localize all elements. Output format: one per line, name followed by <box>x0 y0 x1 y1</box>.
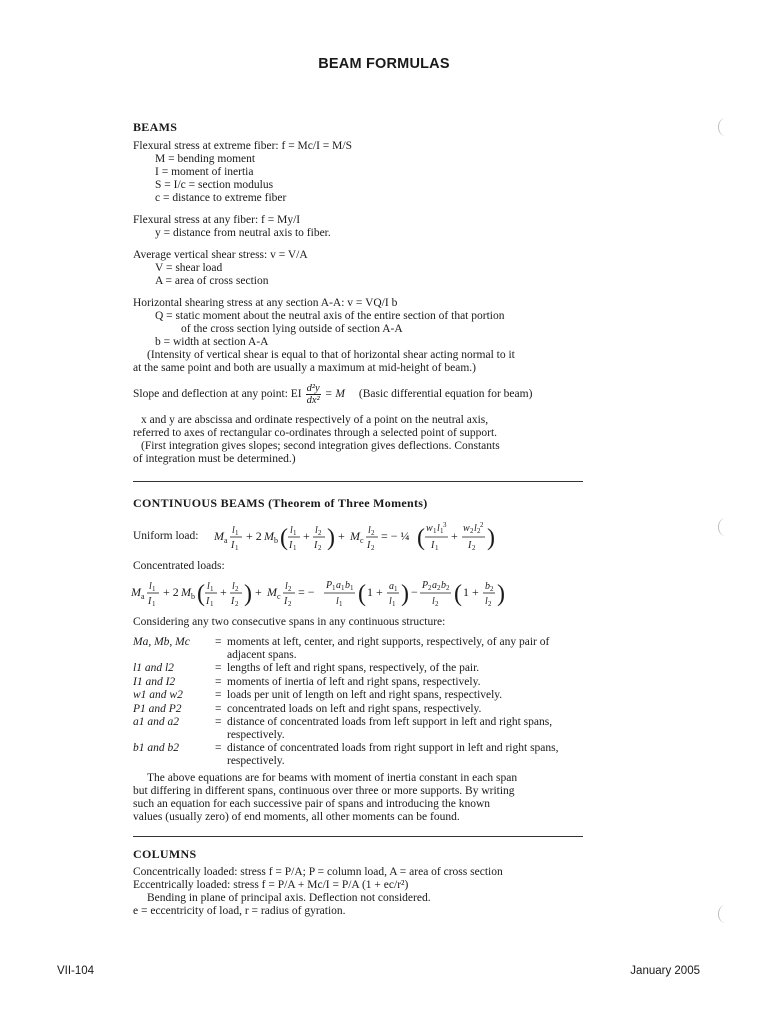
svg-text:2: 2 <box>477 527 481 535</box>
concentrated-loads-label: Concentrated loads: <box>133 560 225 572</box>
svg-text:b: b <box>191 592 195 601</box>
svg-text:1 +: 1 + <box>463 585 479 599</box>
svg-text:I: I <box>314 540 318 551</box>
svg-text:l: l <box>437 523 440 534</box>
svg-text:2: 2 <box>488 600 492 608</box>
svg-text:1: 1 <box>332 584 336 592</box>
svg-text:2: 2 <box>371 529 375 537</box>
svg-text:M: M <box>264 529 274 543</box>
paragraph-line: referred to axes of rectangular co-ordinates through a selected point of support. <box>133 427 498 439</box>
symbol: l1 and l2 <box>133 662 174 674</box>
page-date: January 2005 <box>630 965 700 977</box>
horizontal-shear-formula: Horizontal shearing stress at any section A-A: v = VQ/I b <box>133 297 398 309</box>
symbol-definition: moments at left, center, and right supports, respectively, of any pair of adjacent spans. <box>227 636 550 661</box>
svg-text:l: l <box>232 525 235 536</box>
continuous-beams-section <box>133 497 593 510</box>
svg-text:a: a <box>141 592 145 601</box>
svg-text:2: 2 <box>428 584 432 592</box>
svg-text:I: I <box>231 540 235 551</box>
svg-text:1: 1 <box>394 585 398 593</box>
svg-text:a: a <box>389 581 394 592</box>
svg-text:1: 1 <box>210 600 214 608</box>
scan-mark <box>718 905 733 923</box>
svg-text:M: M <box>214 529 224 543</box>
svg-text:2: 2 <box>470 527 474 535</box>
definition-line: M = bending moment <box>155 153 256 165</box>
paragraph-line: The above equations are for beams with moment of inertia constant in each span <box>147 772 518 784</box>
shear-average-formula: Average vertical shear stress: v = V/A <box>133 249 308 261</box>
uniform-load-equation <box>214 515 534 555</box>
svg-text:l: l <box>368 525 371 536</box>
beams-heading: BEAMS <box>133 120 178 134</box>
paragraph-line: x and y are abscissa and ordinate respectively of a point on the neutral axis, <box>141 414 489 426</box>
svg-text:w: w <box>463 523 470 534</box>
svg-text:(: ( <box>358 581 366 607</box>
svg-text:2: 2 <box>446 584 450 592</box>
numerator: d²y <box>306 383 320 394</box>
svg-text:M: M <box>131 585 141 599</box>
svg-text:a: a <box>432 580 437 591</box>
definition-line: Q = static moment about the neutral axis of the entire section of that portion <box>155 310 505 322</box>
svg-text:l: l <box>336 596 339 607</box>
svg-text:l: l <box>207 581 210 592</box>
svg-text:1: 1 <box>210 585 214 593</box>
column-formula-line: Eccentrically loaded: stress f = P/A + Mc/I = P/A (1 + ec/r²) <box>133 879 409 891</box>
symbol: I1 and I2 <box>133 675 176 688</box>
svg-text:(: ( <box>280 525 288 551</box>
considering-text: Considering any two consecutive spans in any continuous structure: <box>133 616 446 628</box>
svg-text:2: 2 <box>288 600 292 608</box>
uniform-load-label: Uniform load: <box>133 530 199 542</box>
svg-text:b: b <box>274 536 278 545</box>
symbol: w1 and w2 <box>133 689 183 701</box>
svg-text:): ) <box>487 525 495 551</box>
svg-text:b: b <box>345 580 350 591</box>
svg-text:1 +: 1 + <box>367 585 383 599</box>
svg-text:l: l <box>474 523 477 534</box>
svg-text:1: 1 <box>433 527 437 535</box>
svg-text:2: 2 <box>435 600 439 608</box>
svg-text:2: 2 <box>480 521 484 529</box>
svg-text:+: + <box>220 585 227 599</box>
svg-text:+: + <box>303 529 310 543</box>
continuous-beams-heading: CONTINUOUS BEAMS (Theorem of Three Moments) <box>133 496 428 510</box>
svg-text:= −: = − <box>298 585 315 599</box>
svg-text:(: ( <box>417 525 425 551</box>
svg-text:+ 2: + 2 <box>163 585 179 599</box>
scan-mark <box>718 518 733 536</box>
page-title: BEAM FORMULAS <box>318 56 450 72</box>
definition-line: V = shear load <box>155 262 223 274</box>
svg-text:): ) <box>497 581 505 607</box>
symbol-definition: distance of concentrated loads from right support in left and right spans, respectively. <box>227 742 559 767</box>
svg-text:l: l <box>432 596 435 607</box>
svg-text:M: M <box>267 585 277 599</box>
svg-text:I: I <box>289 540 293 551</box>
svg-text:): ) <box>244 581 252 607</box>
fraction <box>306 383 321 406</box>
section-divider <box>133 836 583 837</box>
definition-line: I = moment of inertia <box>155 166 254 178</box>
note-line: (Intensity of vertical shear is equal to that of horizontal shear acting normal to it <box>147 349 515 361</box>
svg-text:= − ¼: = − ¼ <box>381 529 410 543</box>
definition-line: c = distance to extreme fiber <box>155 192 287 204</box>
flexural-any-formula: Flexural stress at any fiber: f = My/I <box>133 214 301 226</box>
page-number: VII-104 <box>57 965 95 977</box>
svg-text:l: l <box>315 525 318 536</box>
svg-text:2: 2 <box>318 529 322 537</box>
svg-text:+: + <box>255 585 262 599</box>
symbol: P1 and P2 <box>133 702 182 715</box>
svg-text:+: + <box>338 529 345 543</box>
symbol-row: b1 and b2 = distance of concentrated loads from right support in left and right spans, respectively. <box>133 742 567 767</box>
column-note-line: Bending in plane of principal axis. Deflection not considered. <box>147 892 431 904</box>
svg-text:1: 1 <box>339 600 343 608</box>
svg-text:): ) <box>401 581 409 607</box>
paragraph-line: values (usually zero) of end moments, all other moments can be found. <box>133 811 460 823</box>
scan-mark <box>718 118 733 136</box>
svg-text:1: 1 <box>350 584 354 592</box>
svg-text:1: 1 <box>293 529 297 537</box>
svg-text:(: ( <box>454 581 462 607</box>
paragraph-line: such an equation for each successive pair of spans and introducing the known <box>133 798 491 810</box>
symbol: a1 and a2 <box>133 716 179 728</box>
beams-section <box>133 121 593 466</box>
svg-text:2: 2 <box>288 585 292 593</box>
svg-text:2: 2 <box>235 600 239 608</box>
svg-text:+ 2: + 2 <box>246 529 262 543</box>
definition-line: S = I/c = section modulus <box>155 179 274 191</box>
continuous-paragraph <box>133 772 593 824</box>
svg-text:I: I <box>284 596 288 607</box>
symbol-row: I1 and I2 = moments of inertia of left and right spans, respectively. <box>133 676 567 689</box>
svg-text:P: P <box>326 580 333 591</box>
svg-text:1: 1 <box>152 600 156 608</box>
svg-text:a: a <box>336 580 341 591</box>
svg-text:l: l <box>232 581 235 592</box>
svg-text:l: l <box>389 596 392 607</box>
svg-text:3: 3 <box>443 521 447 529</box>
slope-note: (Basic differential equation for beam) <box>358 388 533 400</box>
svg-text:I: I <box>431 540 435 551</box>
svg-text:l: l <box>149 581 152 592</box>
concentrated-loads-equation <box>131 574 531 614</box>
columns-heading: COLUMNS <box>133 847 197 861</box>
definition-line: of the cross section lying outside of section A-A <box>181 323 403 335</box>
column-formula-line: Concentrically loaded: stress f = P/A; P = column load, A = area of cross section <box>133 866 503 878</box>
svg-text:−: − <box>411 585 418 599</box>
symbol-definition: distance of concentrated loads from left support in left and right spans, respectively. <box>227 716 553 741</box>
symbol: Ma, Mb, Mc <box>133 636 190 648</box>
svg-text:P: P <box>422 580 429 591</box>
svg-text:2: 2 <box>318 544 322 552</box>
svg-text:(: ( <box>197 581 205 607</box>
svg-text:2: 2 <box>437 584 441 592</box>
svg-text:M: M <box>181 585 191 599</box>
svg-text:c: c <box>277 592 281 601</box>
svg-text:I: I <box>367 540 371 551</box>
svg-text:1: 1 <box>235 529 239 537</box>
paragraph-line: but differing in different spans, continuous over three or more supports. By writing <box>133 785 515 797</box>
symbol: b1 and b2 <box>133 742 179 754</box>
svg-text:I: I <box>468 540 472 551</box>
symbol-row: P1 and P2 = concentrated loads on left and right spans, respectively. <box>133 703 567 716</box>
svg-text:1: 1 <box>440 527 444 535</box>
paragraph-line: (First integration gives slopes; second integration gives deflections. Constants <box>141 440 500 452</box>
symbol-definition: concentrated loads on left and right spans, respectively. <box>227 702 482 715</box>
svg-text:1: 1 <box>341 584 345 592</box>
definition-line: A = area of cross section <box>155 275 269 287</box>
symbol-definition: lengths of left and right spans, respectively, of the pair. <box>227 662 480 674</box>
svg-text:2: 2 <box>472 544 476 552</box>
svg-text:2: 2 <box>371 544 375 552</box>
svg-text:): ) <box>327 525 335 551</box>
paragraph-line: of integration must be determined.) <box>133 453 296 465</box>
columns-section <box>133 848 593 918</box>
svg-text:1: 1 <box>435 544 439 552</box>
svg-text:b: b <box>441 580 446 591</box>
svg-text:w: w <box>426 523 433 534</box>
svg-text:1: 1 <box>235 544 239 552</box>
svg-text:I: I <box>231 596 235 607</box>
svg-text:2: 2 <box>235 585 239 593</box>
note-line: at the same point and both are usually a maximum at mid-height of beam.) <box>133 362 476 374</box>
denominator: dx² <box>306 395 320 406</box>
svg-text:b: b <box>485 581 490 592</box>
svg-text:2: 2 <box>490 585 494 593</box>
symbol-definition: loads per unit of length on left and right spans, respectively. <box>227 689 503 701</box>
symbol-definition: moments of inertia of left and right spans, respectively. <box>227 675 481 688</box>
svg-text:I: I <box>206 596 210 607</box>
slope-label: Slope and deflection at any point: EI <box>133 388 302 400</box>
symbol-row: w1 and w2 = loads per unit of length on left and right spans, respectively. <box>133 689 567 702</box>
section-divider <box>133 481 583 482</box>
flexural-extreme-formula: Flexural stress at extreme fiber: f = Mc/I = M/S <box>133 140 352 152</box>
svg-text:1: 1 <box>152 585 156 593</box>
column-note-line: e = eccentricity of load, r = radius of gyration. <box>133 905 346 917</box>
symbol-row: Ma, Mb, Mc = moments at left, center, and right supports, respectively, of any pair of adjacent spans. <box>133 636 567 661</box>
svg-text:+: + <box>451 529 458 543</box>
definition-line: y = distance from neutral axis to fiber. <box>155 227 331 239</box>
svg-text:l: l <box>290 525 293 536</box>
svg-text:1: 1 <box>392 600 396 608</box>
svg-text:a: a <box>224 536 228 545</box>
svg-text:l: l <box>285 581 288 592</box>
svg-text:1: 1 <box>293 544 297 552</box>
symbol-row: l1 and l2 = lengths of left and right spans, respectively, of the pair. <box>133 662 567 675</box>
slope-deflection-equation <box>133 383 593 406</box>
slope-rhs: = M <box>324 388 345 400</box>
concentrated-loads-row <box>133 560 593 573</box>
svg-text:l: l <box>485 596 488 607</box>
svg-text:M: M <box>350 529 360 543</box>
svg-text:I: I <box>148 596 152 607</box>
svg-text:c: c <box>360 536 364 545</box>
symbol-definitions <box>133 636 567 767</box>
symbol-row: a1 and a2 = distance of concentrated loads from left support in left and right spans, respectively. <box>133 716 567 741</box>
definition-line: b = width at section A-A <box>155 336 269 348</box>
considering-line <box>133 616 593 629</box>
